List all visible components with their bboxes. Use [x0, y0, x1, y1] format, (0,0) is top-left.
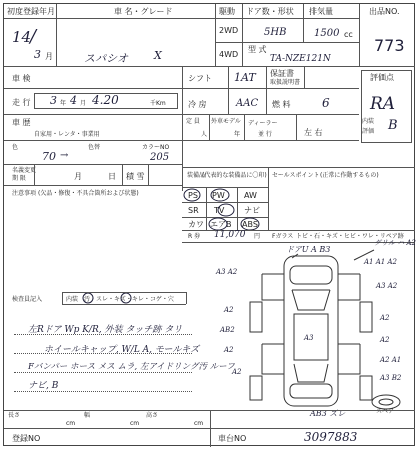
notes-label: 注意事項 [12, 190, 37, 197]
dealer-label: ディーラー [248, 120, 278, 127]
color-label: 色 [12, 144, 19, 151]
reg-month: 3 [34, 48, 41, 61]
interior-grade: B [388, 118, 398, 133]
sales-point-label: セールスポイント [272, 172, 320, 179]
sales-point-sub: (正常に作動するもの) [320, 172, 379, 179]
first-reg-label: 初度登録年月 [7, 7, 55, 16]
height-label: 高さ [146, 412, 159, 419]
equip-aw: AW [244, 191, 257, 200]
diag-mark-right-5: A3 B2 [380, 374, 402, 382]
diag-mark-bottom: AB3 ズレ [310, 409, 346, 418]
cc-unit: cc [344, 30, 353, 39]
dealer-sub: 並 行 [258, 131, 272, 138]
equip-r-value: 11,070 [214, 230, 246, 240]
aircon-value: AAC [236, 98, 259, 109]
diag-mark-left-2: A2 [224, 306, 234, 314]
lot-number: 773 [374, 36, 405, 55]
doors-label: ドア数・形状 [246, 7, 294, 16]
equip-r-unit: 円 [254, 233, 261, 240]
capacity-unit: 人 [201, 131, 208, 138]
equip-navi: ナビ [244, 206, 260, 215]
equip-sr: SR [188, 206, 199, 215]
reg-month-unit: 月 [45, 52, 53, 61]
scratch-legend: トビ・石・キズ・ヒビ・ワレ・リペア跡 [296, 233, 404, 240]
equip-label: 装備品 [187, 172, 206, 179]
inspector-label: 検査員記入 [12, 296, 43, 303]
foreign-model-label: 外車モデル [211, 118, 241, 125]
length-cm: cm [66, 420, 76, 427]
km-month: 4 [70, 94, 77, 107]
car-name: スパシオ [84, 52, 128, 65]
model-label: 型 式 [248, 45, 267, 54]
model-code: TA-NZE121N [270, 54, 331, 64]
reg-year: 14 [12, 28, 32, 46]
seats-value: 6 [322, 96, 330, 110]
grade-mark: X [154, 49, 162, 62]
doors-value: 5HB [264, 27, 287, 38]
drive-2wd: 2WD [219, 26, 239, 35]
warranty-label: 保証書 [270, 69, 294, 78]
equip-abs: ABS [242, 220, 258, 229]
length-label: 長さ [8, 412, 21, 419]
drive-4wd: 4WD [219, 50, 239, 59]
equip-pw: PW [212, 191, 225, 200]
shift-value: 1AT [234, 71, 256, 84]
km-unit: 千Km [150, 100, 166, 107]
mileage-value: 4.20 [92, 93, 119, 107]
km-year: 3 [50, 94, 57, 107]
interior-label: 内装 [362, 118, 375, 125]
lot-label: 出品NO. [369, 7, 400, 16]
equip-tv: TV [214, 206, 225, 215]
color-arrow: → [60, 150, 69, 161]
inspection-label: 車 検 [12, 74, 31, 83]
equip-sub: (代表的な装備品に〇印) [202, 172, 267, 179]
note-line-4: ナビ, B [28, 381, 59, 391]
warranty-sub: 取扱説明書 [270, 79, 301, 86]
capacity-label: 定 員 [186, 118, 200, 125]
color-no-label: カラーNO [142, 144, 170, 151]
equip-airbag: エアB [210, 220, 232, 229]
interior-opts-vals: 汚・スレ・キズ・キレ・コゲ・穴 [84, 296, 174, 303]
displacement-label: 排気量 [309, 7, 333, 16]
diag-mark-right-2: A2 [380, 314, 390, 322]
drive-label: 駆動 [219, 7, 235, 16]
year-unit: 年 [60, 100, 67, 107]
diag-mark-left-5: A2 [232, 368, 242, 376]
chassis-label: 車台NO [218, 434, 247, 443]
note-line-2: ホイールキャップ, W/L A, モールキズ [44, 345, 200, 355]
snow-label: 積 雪 [126, 172, 145, 181]
history-label: 車 歴 [12, 118, 31, 127]
fuel-label: 燃 料 [272, 100, 291, 109]
width-cm: cm [130, 420, 140, 427]
width-label: 幅 [84, 412, 91, 419]
name-grade-label: 車 名・グレード [114, 7, 173, 16]
eval-point-label: 評価点 [370, 73, 394, 82]
color-value: 70 [42, 150, 56, 163]
note-line-1: 左Rドア Wp K/R, 外装 タッチ跡 タリ [28, 325, 183, 335]
name-change-label: 名義変更 [12, 167, 37, 174]
diag-mark-top-right: グリル ハ A2 [374, 239, 416, 247]
diag-mark-top: ドアU A B3 [286, 245, 331, 254]
handle-label: 左 右 [304, 128, 323, 137]
interior-opts-label: 内装 [66, 296, 79, 303]
interior-sub: 評価 [362, 128, 375, 135]
equip-leather: カワ [188, 220, 204, 229]
diag-mark-center: A3 [304, 334, 314, 342]
note-line-3: Fバンパー ホース メス ムラ, 左アイドリング汚 ルーフ [28, 362, 235, 372]
equip-circle-marks [182, 187, 268, 230]
month-label: 月 [74, 172, 82, 181]
score-value: RA [370, 94, 396, 114]
f-glass-label: Fガラス [272, 233, 294, 240]
history-sub: 自家用・レンタ・事業用 [34, 131, 100, 138]
frame-r-label: R 券 [188, 233, 201, 240]
spare-label: スペア [376, 408, 395, 415]
diag-mark-right-4: A2 A1 [380, 356, 402, 364]
shift-label: シフト [188, 74, 212, 83]
notes-sub: (欠品・修復・不具合箇所および状態) [38, 190, 139, 197]
height-cm: cm [194, 420, 204, 427]
deadline-label: 期 限 [12, 175, 26, 182]
diag-mark-top-right2: A1 A1 A2 [364, 258, 397, 266]
day-label: 日 [108, 172, 116, 181]
lot-bottom: 3097883 [304, 430, 358, 444]
diag-mark-right-3: A2 [380, 336, 390, 344]
diag-mark-left-4: A2 [224, 346, 234, 354]
month-unit: 月 [80, 100, 87, 107]
diag-mark-left-1: A3 A2 [216, 268, 238, 276]
cc-value: 1500 [314, 28, 340, 39]
aircon-label: 冷 房 [188, 100, 207, 109]
diag-mark-right-1: A3 A2 [376, 282, 398, 290]
damage-diagram [214, 239, 416, 418]
equip-ps: PS [188, 191, 198, 200]
reg-slash: / [30, 26, 37, 47]
color-code: 205 [150, 152, 170, 163]
auction-sheet [3, 3, 415, 446]
foreign-year-label: 年 [234, 131, 241, 138]
reg-no-label: 登録NO [12, 434, 41, 443]
color-change-label: 色替 [88, 144, 101, 151]
diag-mark-left-3: AB2 [220, 326, 235, 334]
mileage-label: 走 行 [12, 98, 31, 107]
